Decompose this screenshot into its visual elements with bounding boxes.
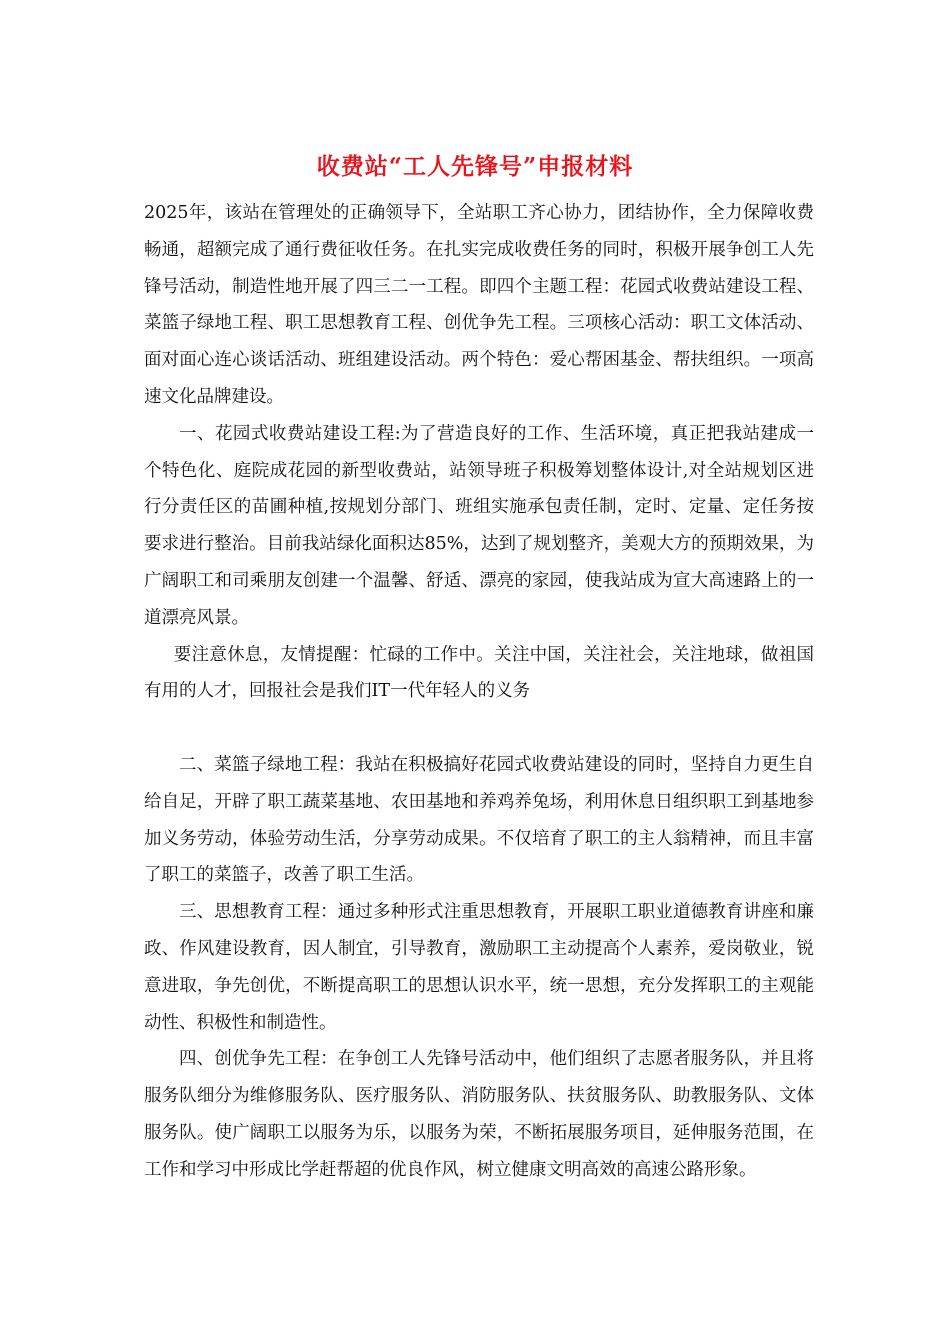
document-title: 收费站“工人先锋号”申报材料 — [316, 153, 634, 180]
notice-paragraph: 要注意休息，友情提醒：忙碌的工作中。关注中国，关注社会，关注地球，做祖国有用的人才，回报社会是我们IT一代年轻人的义务 — [144, 644, 814, 702]
document-body — [144, 195, 814, 1189]
paragraph-garden-project: 一、花园式收费站建设工程:为了营造良好的工作、生活环境，真正把我站建成一个特色化、庭院成花园的新型收费站，站领导班子积极筹划整体设计,对全站规划区进行分责任区的苗圃种植,按规划分部门、班组实施承包责任制，定时、定量、定任务按要求进行整治。目前我站绿化面积达85%，达到了规划整齐，美观大方的预期效果，为广阔职工和司乘朋友创建一个温馨、舒适、漂亮的家园，使我站成为宣大高速路上的一道漂亮风景。 — [144, 423, 814, 628]
paragraph-vegetable-project: 二、菜篮子绿地工程：我站在积极搞好花园式收费站建设的同时，坚持自力更生自给自足，开辟了职工蔬菜基地、农田基地和养鸡养兔场，利用休息日组织职工到基地参加义务劳动，体验劳动生活，分享劳动成果。不仅培育了职工的主人翁精神，而且丰富了职工的菜篮子，改善了职工生活。 — [144, 754, 814, 886]
intro-paragraph: 2025年，该站在管理处的正确领导下，全站职工齐心协力，团结协作，全力保障收费畅通，超额完成了通行费征收任务。在扎实完成收费任务的同时，积极开展争创工人先锋号活动，制造性地开展了四三二一工程。即四个主题工程：花园式收费站建设工程、菜篮子绿地工程、职工思想教育工程、创优争先工程。三项核心活动：职工文体活动、面对面心连心谈话活动、班组建设活动。两个特色：爱心帮困基金、帮扶组织。一项高速文化品牌建设。 — [144, 203, 814, 407]
paragraph-excellence-project: 四、创优争先工程：在争创工人先锋号活动中，他们组织了志愿者服务队，并且将服务队细分为维修服务队、医疗服务队、消防服务队、扶贫服务队、助教服务队、文体服务队。使广阔职工以服务为乐，以服务为荣，不断拓展服务项目，延伸服务范围，在工作和学习中形成比学赶帮超的优良作风，树立健康文明高效的高速公路形象。 — [144, 1049, 814, 1180]
paragraph-education-project: 三、思想教育工程：通过多种形式注重思想教育，开展职工职业道德教育讲座和廉政、作风建设教育，因人制宜，引导教育，激励职工主动提高个人素养，爱岗敬业，锐意进取，争先创优，不断提高职工的思想认识水平，统一思想，充分发挥职工的主观能动性、积极性和制造性。 — [144, 902, 814, 1033]
blank-line — [144, 710, 814, 747]
